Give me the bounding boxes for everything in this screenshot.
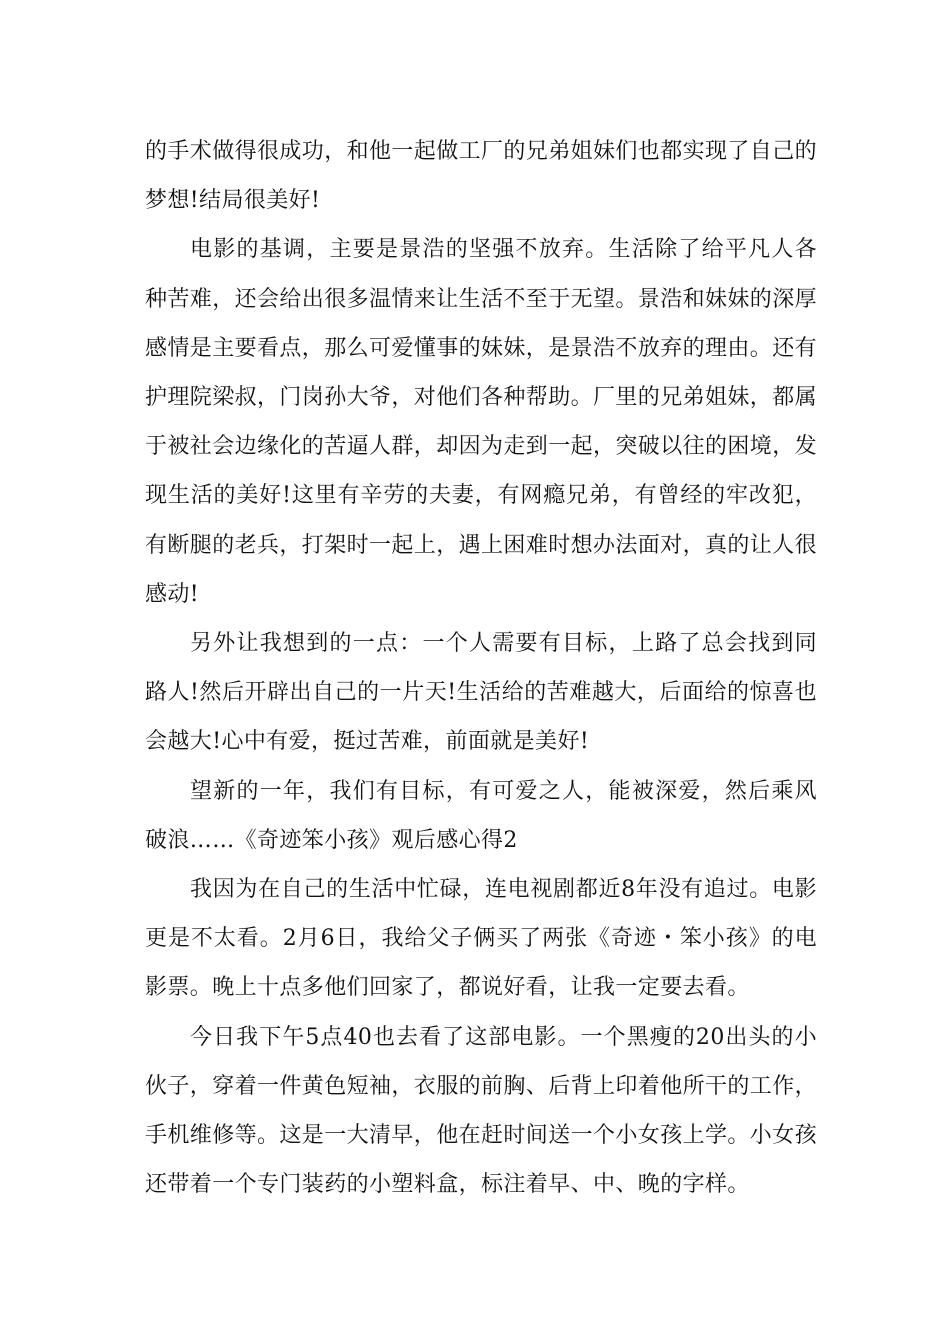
paragraph-1: 的手术做得很成功，和他一起做工厂的兄弟姐妹们也都实现了自己的梦想!结局很美好! — [145, 139, 818, 214]
paragraph-4: 望新的一年，我们有目标，有可爱之人，能被深爱，然后乘风破浪……《奇迹笨小孩》观后感心得2 — [145, 778, 817, 853]
paragraph-2: 电影的基调，主要是景浩的坚强不放弃。生活除了给平凡人各种苦难，还会给出很多温情来让生活不至于无望。景浩和妹妹的深厚感情是主要看点，那么可爱懂事的妹妹，是景浩不放弃的理由。还有护理院梁叔，门岗孙大爷，对他们各种帮助。厂里的兄弟姐妹，都属于被社会边缘化的苦逼人群，却因为走到一起，突破以往的困境，发现生活的美好!这里有辛劳的夫妻，有网瘾兄弟，有曾经的牢改犯，有断腿的老兵，打架时一起上，遇上困难时想办法面对，真的让人很感动! — [145, 237, 818, 607]
document-body — [145, 127, 817, 1209]
paragraph-3: 另外让我想到的一点：一个人需要有目标，上路了总会找到同路人!然后开辟出自己的一片天!生活给的苦难越大，后面给的惊喜也会越大!心中有爱，挺过苦难，前面就是美好! — [145, 631, 817, 755]
paragraph-5: 我因为在自己的生活中忙碌，连电视剧都近8年没有追过。电影更是不太看。2月6日，我给父子俩买了两张《奇迹・笨小孩》的电影票。晚上十点多他们回家了，都说好看，让我一定要去看。 — [145, 877, 817, 1001]
paragraph-6: 今日我下午5点40也去看了这部电影。一个黑瘦的20出头的小伙子，穿着一件黄色短袖，衣服的前胸、后背上印着他所干的工作，手机维修等。这是一大清早，他在赶时间送一个小女孩上学。小女孩还带着一个专门装药的小塑料盒，标注着早、中、晚的字样。 — [145, 1024, 818, 1198]
